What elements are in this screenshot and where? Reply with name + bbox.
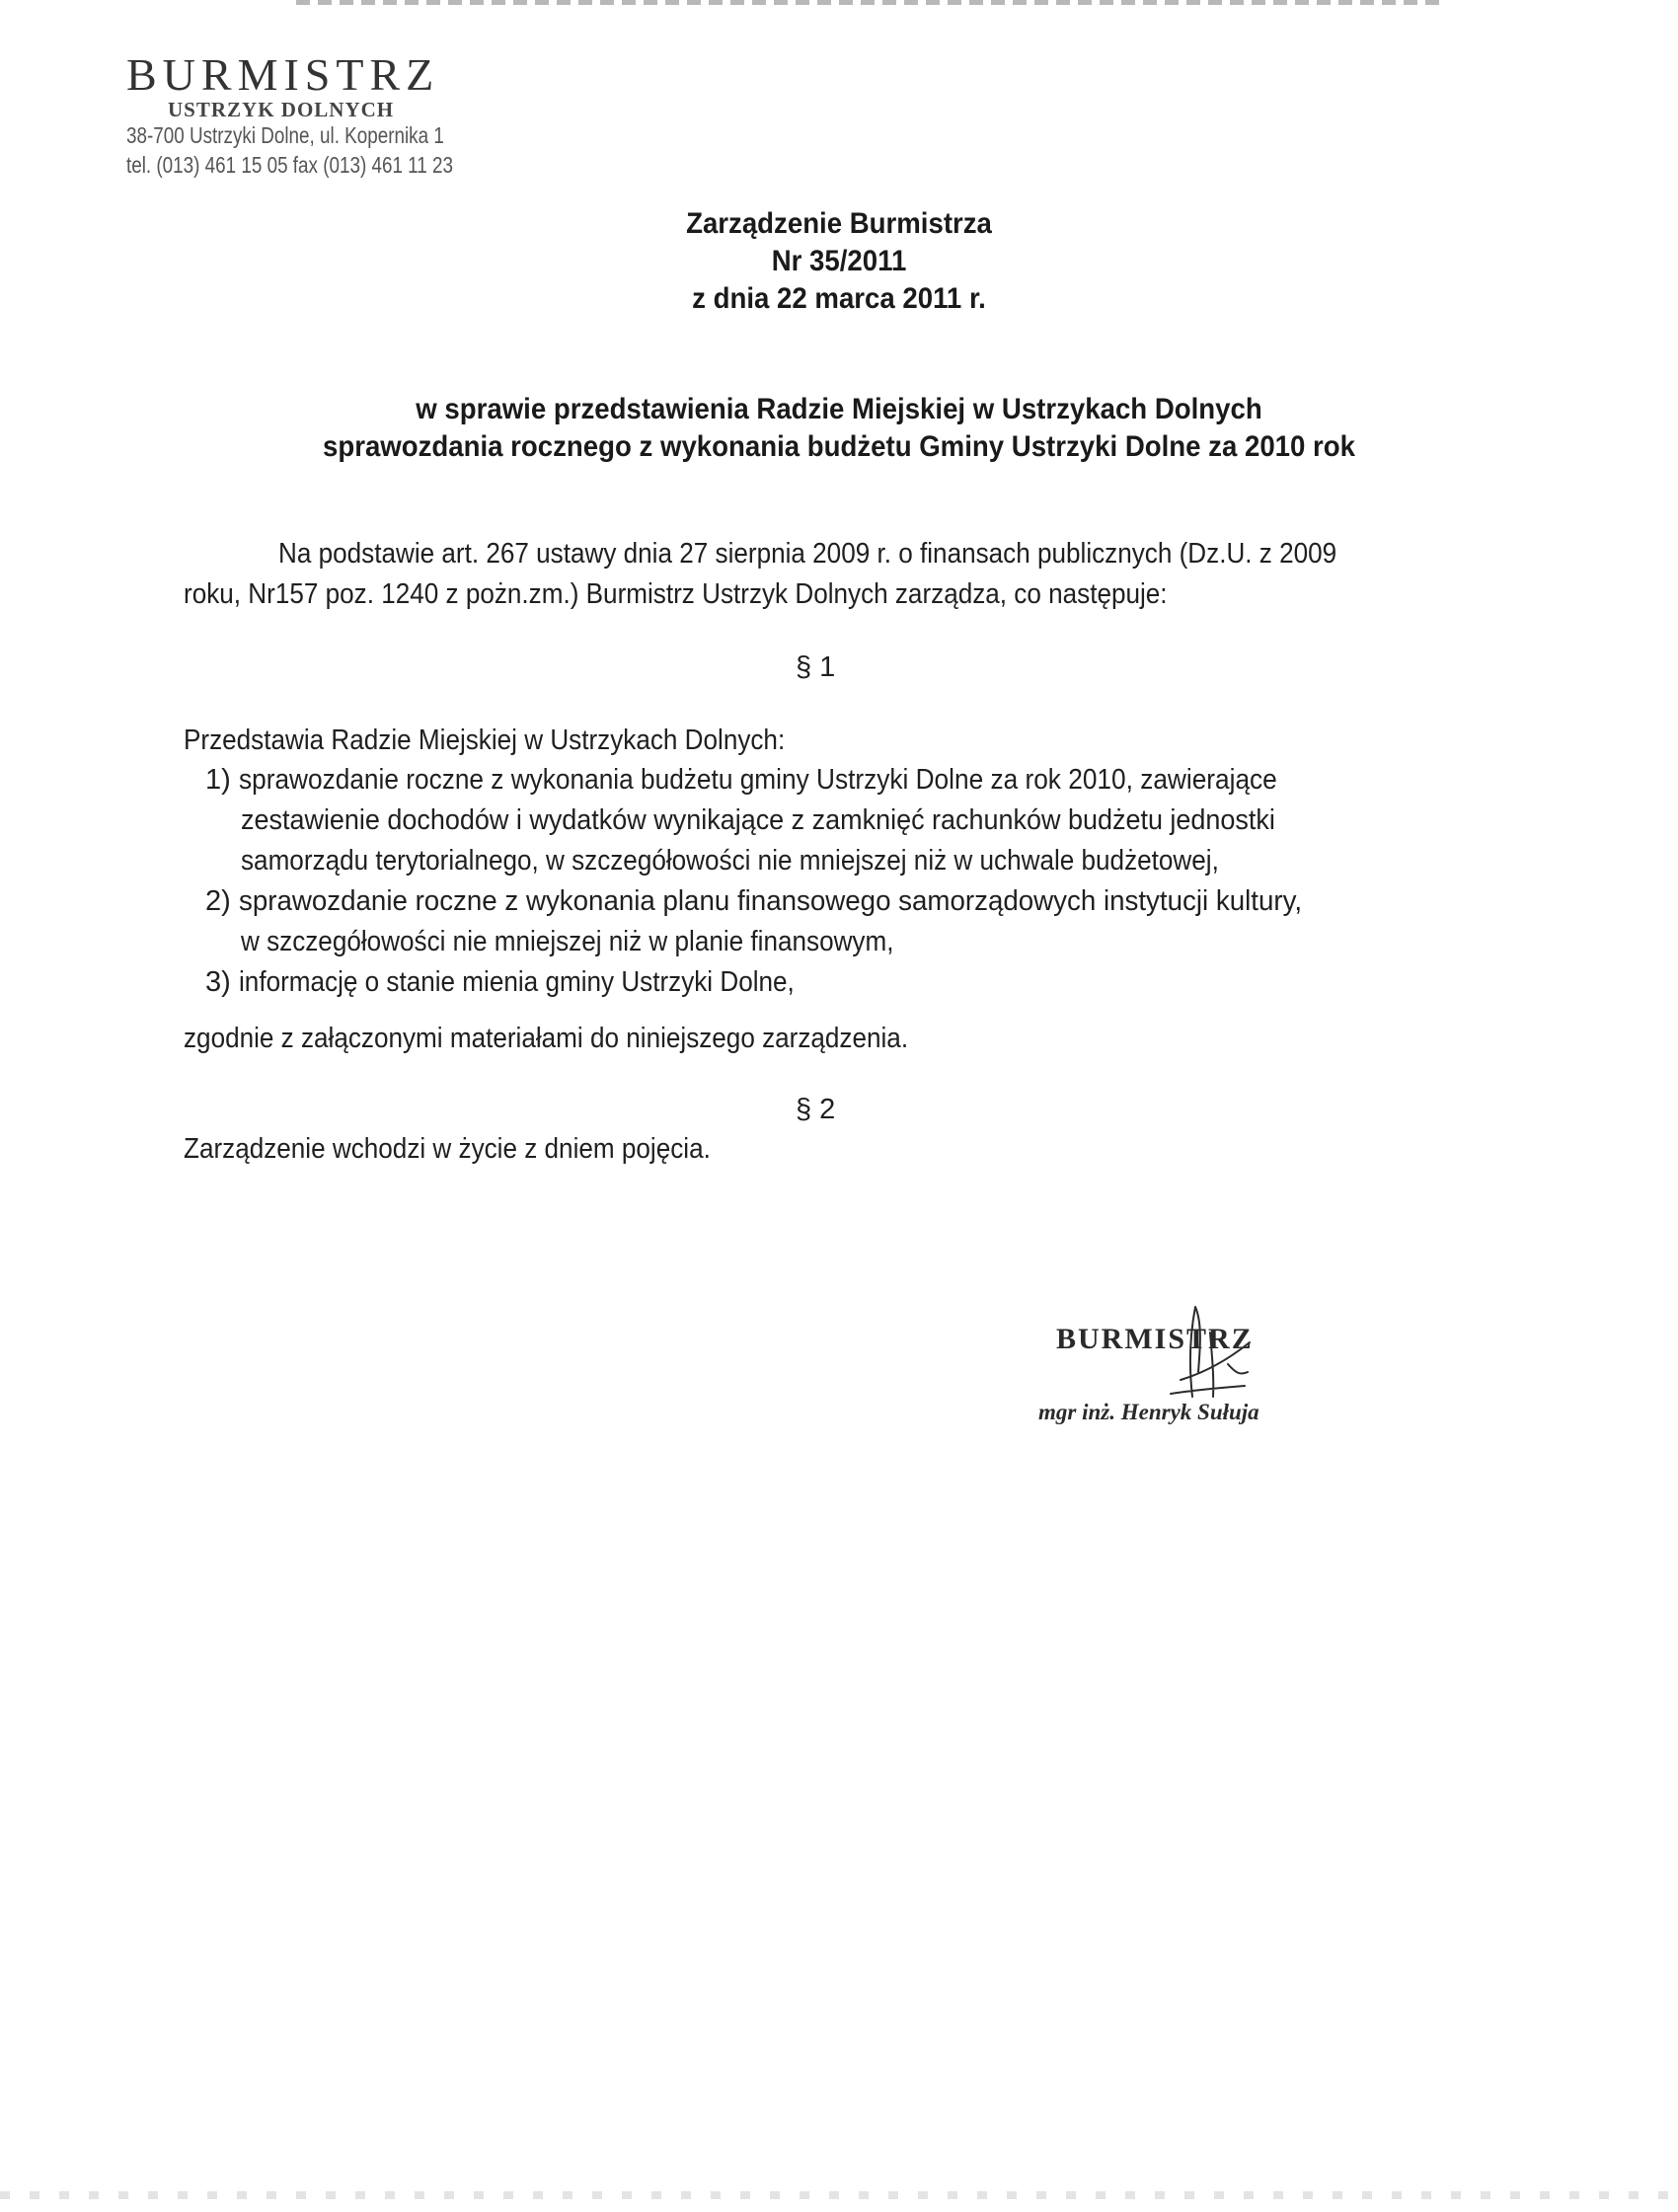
list-item	[205, 881, 1439, 962]
document-title	[0, 205, 1678, 318]
subject-line-2: sprawozdania rocznego z wykonania budżetu Gminy Ustrzyki Dolne za 2010 rok	[322, 430, 1355, 463]
stamp-address: 38-700 Ustrzyki Dolne, ul. Kopernika 1	[126, 122, 444, 148]
section-1-list	[205, 760, 1439, 1003]
list-item-line: samorządu terytorialnego, w szczegółowości nie mniejszej niż w uchwale budżetowej,	[241, 845, 1219, 877]
scan-edge-top	[296, 0, 1441, 5]
list-item-line: informację o stanie mienia gminy Ustrzyki Dolne,	[239, 966, 795, 998]
section-1-sign: § 1	[796, 651, 836, 683]
scan-edge-bottom	[0, 2191, 1678, 2199]
list-item-line: zestawienie dochodów i wydatków wynikające z zamknięć rachunków budżetu jednostki	[241, 804, 1275, 836]
list-item	[205, 760, 1439, 881]
list-item-line: w szczegółowości nie mniejszej niż w planie finansowym,	[241, 926, 894, 957]
mayor-header-stamp	[126, 51, 541, 180]
title-line-2: Nr 35/2011	[771, 245, 907, 277]
subject-line-1: w sprawie przedstawienia Radzie Miejskiej w Ustrzykach Dolnych	[416, 393, 1262, 425]
document-subject	[0, 391, 1678, 466]
list-item-number: 1)	[205, 764, 231, 796]
legal-basis-line-2: roku, Nr157 poz. 1240 z pożn.zm.) Burmistrz Ustrzyk Dolnych zarządza, co następuje:	[184, 578, 1168, 610]
legal-basis-line-1: Na podstawie art. 267 ustawy dnia 27 sierpnia 2009 r. o finansach publicznych (Dz.U. z 2009	[278, 538, 1337, 570]
title-line-3: z dnia 22 marca 2011 r.	[692, 282, 986, 315]
signature-title: BURMISTRZ	[1056, 1323, 1254, 1355]
list-item	[205, 962, 1439, 1003]
stamp-title: BURMISTRZ	[126, 49, 440, 100]
section-2-sign: § 2	[796, 1094, 836, 1125]
section-2-text: Zarządzenie wchodzi w życie z dniem pojęcia.	[184, 1133, 711, 1165]
section-1-intro: Przedstawia Radzie Miejskiej w Ustrzykach Dolnych:	[184, 725, 786, 756]
stamp-subtitle: USTRZYK DOLNYCH	[168, 98, 395, 121]
signatory-name: mgr inż. Henryk Sułuja	[1038, 1400, 1259, 1424]
list-item-number: 3)	[205, 966, 231, 998]
section-1-closing: zgodnie z załączonymi materiałami do niniejszego zarządzenia.	[184, 1023, 909, 1054]
list-item-line: sprawozdanie roczne z wykonania budżetu gminy Ustrzyki Dolne za rok 2010, zawierające	[239, 764, 1277, 796]
list-item-number: 2)	[205, 885, 231, 917]
handwritten-signature-icon	[1141, 1303, 1279, 1411]
signature-stamp	[1038, 1303, 1352, 1461]
title-line-1: Zarządzenie Burmistrza	[686, 207, 992, 240]
list-item-line: sprawozdanie roczne z wykonania planu finansowego samorządowych instytucji kultury,	[239, 885, 1303, 917]
stamp-phone: tel. (013) 461 15 05 fax (013) 461 11 23	[126, 152, 453, 178]
